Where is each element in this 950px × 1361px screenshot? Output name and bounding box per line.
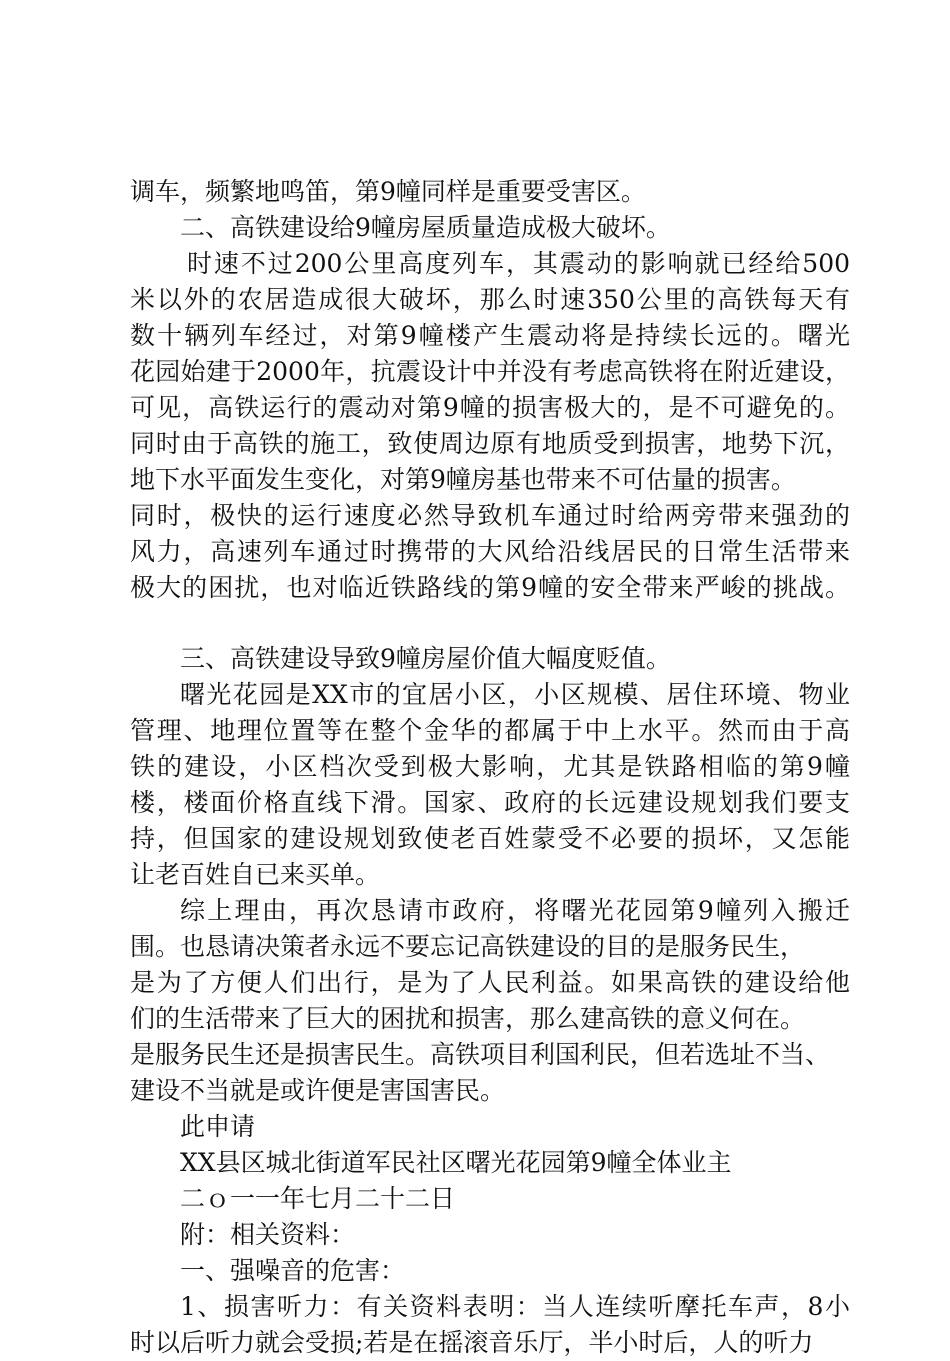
text-line: 同时由于高铁的施工，致使周边原有地质受到损害，地势下沉， (130, 429, 850, 458)
text-line: 调车，频繁地鸣笛，第9幢同样是重要受害区。 (130, 177, 646, 206)
section-heading: 一、强噪音的危害： (180, 1256, 406, 1285)
text-line: 是为了方便人们出行，是为了人民利益。如果高铁的建设给他 (130, 968, 850, 997)
text-line: 铁的建设，小区档次受到极大影响，尤其是铁路相临的第9幢 (130, 752, 850, 781)
text-line: 管理、地理位置等在整个金华的都属于中上水平。然而由于高 (130, 716, 850, 745)
text-line: 地下水平面发生变化，对第9幢房基也带来不可估量的损害。 (130, 465, 796, 494)
signature-line: XX县区城北街道军民社区曙光花园第9幢全体业主 (180, 1148, 732, 1177)
appendix-heading: 附：相关资料： (180, 1220, 356, 1249)
text-line: 曙光花园是XX市的宜居小区，小区规模、居住环境、物业 (180, 680, 850, 709)
text-line: 们的生活带来了巨大的困扰和损害，那么建高铁的意义何在。 (130, 1004, 806, 1033)
text-line: 极大的困扰，也对临近铁路线的第9幢的安全带来严峻的挑战。 (130, 573, 850, 602)
text-line: 同时，极快的运行速度必然导致机车通过时给两旁带来强劲的 (130, 501, 850, 530)
text-line: 楼，楼面价格直线下滑。国家、政府的长远建设规划我们要支 (130, 788, 850, 817)
text-line: 时以后听力就会受损;若是在摇滚音乐厅，半小时后，人的听力 (130, 1328, 814, 1357)
text-line: 建设不当就是或许便是害国害民。 (130, 1076, 506, 1105)
text-line: 风力，高速列车通过时携带的大风给沿线居民的日常生活带来 (130, 537, 850, 566)
text-line: 围。也恳请决策者永远不要忘记高铁建设的目的是服务民生， (130, 932, 806, 961)
text-line: 时速不过200公里高度列车，其震动的影响就已经给500 (187, 249, 850, 278)
text-line: 1、损害听力：有关资料表明：当人连续听摩托车声，8小 (180, 1292, 850, 1321)
text-line: 综上理由，再次恳请市政府，将曙光花园第9幢列入搬迁 (180, 896, 850, 925)
text-line: 是服务民生还是损害民生。高铁项目利国利民，但若选址不当、 (130, 1040, 831, 1069)
section-heading: 二、高铁建设给9幢房屋质量造成极大破坏。 (180, 213, 671, 242)
text-line: 持，但国家的建设规划致使老百姓蒙受不必要的损坏，又怎能 (130, 824, 850, 853)
date-line: 二ｏ一一年七月二十二日 (180, 1184, 456, 1213)
text-line: 可见，高铁运行的震动对第9幢的损害极大的，是不可避免的。 (130, 393, 850, 422)
closing-line: 此申请 (180, 1112, 256, 1141)
text-line: 米以外的农居造成很大破坏，那么时速350公里的高铁每天有 (130, 285, 850, 314)
text-line: 让老百姓自已来买单。 (130, 860, 381, 889)
text-line: 数十辆列车经过，对第9幢楼产生震动将是持续长远的。曙光 (130, 321, 850, 350)
text-line: 花园始建于2000年，抗震设计中并没有考虑高铁将在附近建设， (130, 357, 850, 386)
section-heading: 三、高铁建设导致9幢房屋价值大幅度贬值。 (180, 644, 671, 673)
